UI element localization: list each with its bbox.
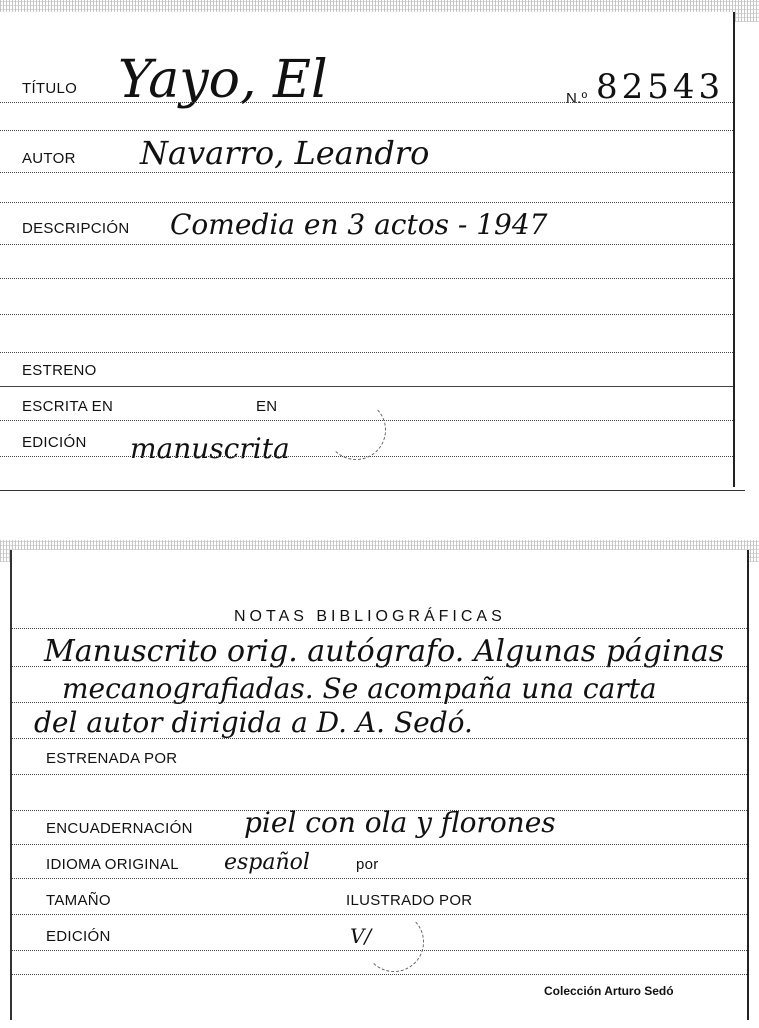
edicion-mark: V/ bbox=[350, 924, 372, 948]
titulo-value: Yayo, El bbox=[118, 50, 328, 110]
numero-value: 82543 bbox=[596, 67, 725, 107]
autor-value: Navarro, Leandro bbox=[140, 134, 430, 172]
edicion-value: manuscrita bbox=[130, 432, 290, 465]
rule-line bbox=[12, 666, 747, 667]
collection-footer: Colección Arturo Sedó bbox=[544, 984, 674, 998]
escrita-en-label: ESCRITA EN bbox=[22, 398, 114, 415]
notas-line-2: mecanografiadas. Se acompaña una carta bbox=[62, 672, 657, 705]
idioma-value: español bbox=[224, 850, 310, 875]
rule-line bbox=[0, 278, 733, 279]
titulo-label: TÍTULO bbox=[22, 80, 78, 97]
rule-line bbox=[0, 386, 733, 387]
catalog-card-back bbox=[10, 550, 749, 1020]
descripcion-label: DESCRIPCIÓN bbox=[22, 220, 130, 237]
rule-line bbox=[0, 130, 733, 131]
estrenada-por-label: ESTRENADA POR bbox=[46, 750, 178, 767]
idioma-label: IDIOMA ORIGINAL bbox=[46, 856, 179, 873]
rule-line bbox=[12, 974, 747, 975]
edicion-label-2: EDICIÓN bbox=[46, 928, 111, 945]
encuadernacion-value: piel con ola y florones bbox=[244, 806, 556, 839]
card-divider bbox=[0, 490, 745, 491]
catalog-card-front bbox=[0, 12, 735, 487]
rule-line bbox=[0, 244, 733, 245]
notas-title: NOTAS BIBLIOGRÁFICAS bbox=[234, 608, 506, 625]
faded-stamp bbox=[326, 400, 386, 460]
estreno-label: ESTRENO bbox=[22, 362, 97, 379]
rule-line bbox=[12, 702, 747, 703]
rule-line bbox=[0, 352, 733, 353]
edicion-label: EDICIÓN bbox=[22, 434, 87, 451]
en-label: EN bbox=[256, 398, 278, 415]
faded-stamp-2 bbox=[364, 912, 424, 972]
notas-line-1: Manuscrito orig. autógrafo. Algunas páginas bbox=[44, 634, 725, 669]
autor-label: AUTOR bbox=[22, 150, 76, 167]
notas-line-3: del autor dirigida a D. A. Sedó. bbox=[34, 706, 473, 739]
rule-line bbox=[12, 878, 747, 879]
por-label: por bbox=[356, 856, 379, 873]
rule-line bbox=[12, 844, 747, 845]
rule-line bbox=[12, 774, 747, 775]
rule-line bbox=[0, 172, 733, 173]
descripcion-value: Comedia en 3 actos - 1947 bbox=[170, 208, 548, 241]
rule-line bbox=[0, 102, 733, 103]
rule-line bbox=[0, 314, 733, 315]
tamano-label: TAMAÑO bbox=[46, 892, 111, 909]
rule-line bbox=[12, 628, 747, 629]
rule-line bbox=[0, 202, 733, 203]
ilustrado-label: ILUSTRADO POR bbox=[346, 892, 473, 909]
numero-label: N.º bbox=[566, 90, 588, 107]
rule-line bbox=[12, 738, 747, 739]
encuadernacion-label: ENCUADERNACIÓN bbox=[46, 820, 193, 837]
